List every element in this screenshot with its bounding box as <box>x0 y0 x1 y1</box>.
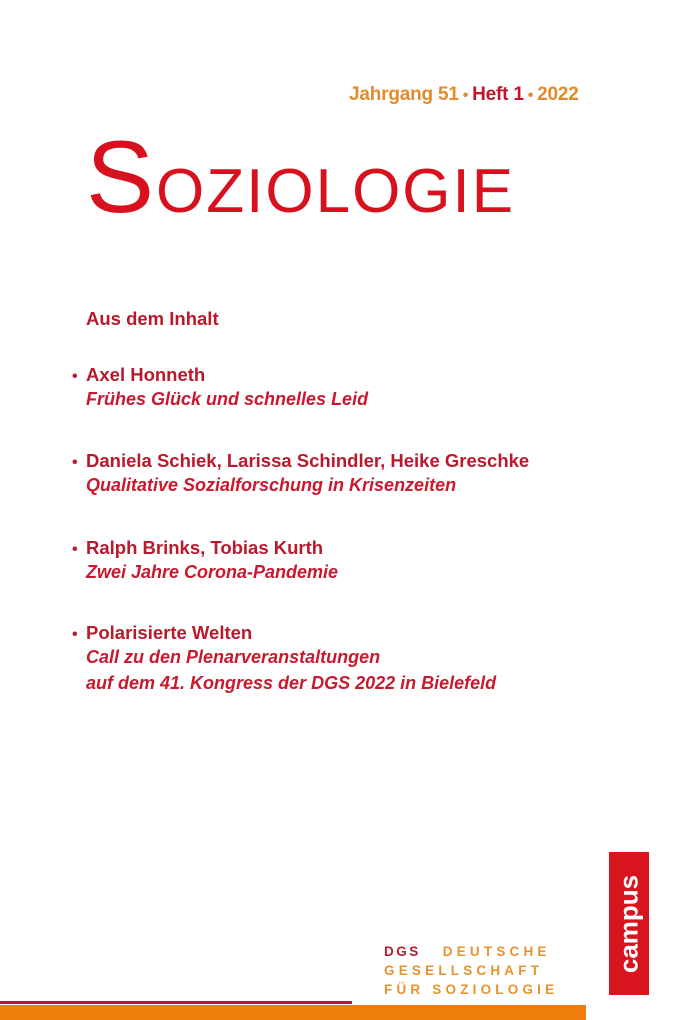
entry-author: Polarisierte Welten <box>86 622 253 643</box>
bullet-icon: • <box>72 454 78 471</box>
entry-subtitle: Frühes Glück und schnelles Leid <box>86 389 369 409</box>
contents-heading: Aus dem Inhalt <box>86 308 219 329</box>
issue-label: Heft 1 <box>472 84 524 105</box>
entry-subtitle: auf dem 41. Kongress der DGS 2022 in Bielefeld <box>86 673 497 693</box>
entry-author: Daniela Schiek, Larissa Schindler, Heike Greschke <box>86 450 530 471</box>
contents-entry <box>72 622 496 696</box>
decorative-orange-bar <box>0 1005 586 1020</box>
entry-author: Ralph Brinks, Tobias Kurth <box>86 537 324 558</box>
volume-label: Jahrgang 51 <box>349 84 459 105</box>
entry-subtitle: Call zu den Plenarveranstaltungen <box>86 647 381 667</box>
decorative-red-line <box>0 1001 352 1004</box>
dgs-line2: GESELLSCHAFT <box>384 963 544 978</box>
issue-info <box>349 84 579 106</box>
dgs-line3: FÜR SOZIOLOGIE <box>384 982 559 997</box>
dgs-abbr: DGS <box>384 944 421 959</box>
separator: • <box>527 87 534 104</box>
entry-author: Axel Honneth <box>86 364 206 385</box>
publisher-name: campus <box>613 874 644 973</box>
entry-subtitle: Zwei Jahre Corona-Pandemie <box>86 562 339 582</box>
contents-entry <box>72 450 529 498</box>
dgs-line1: DEUTSCHE <box>442 944 551 959</box>
bullet-icon: • <box>72 541 78 558</box>
campus-logo <box>609 852 649 995</box>
title-initial: S <box>86 120 157 234</box>
title-rest: oziologie <box>156 132 516 231</box>
year-label: 2022 <box>537 84 579 105</box>
entry-subtitle: Qualitative Sozialforschung in Krisenzeiten <box>86 475 457 495</box>
journal-title <box>86 120 516 234</box>
separator: • <box>462 87 469 104</box>
dgs-logo <box>384 942 558 999</box>
contents-entry <box>72 537 338 585</box>
bullet-icon: • <box>72 626 78 643</box>
bullet-icon: • <box>72 368 78 385</box>
contents-entry <box>72 364 368 412</box>
